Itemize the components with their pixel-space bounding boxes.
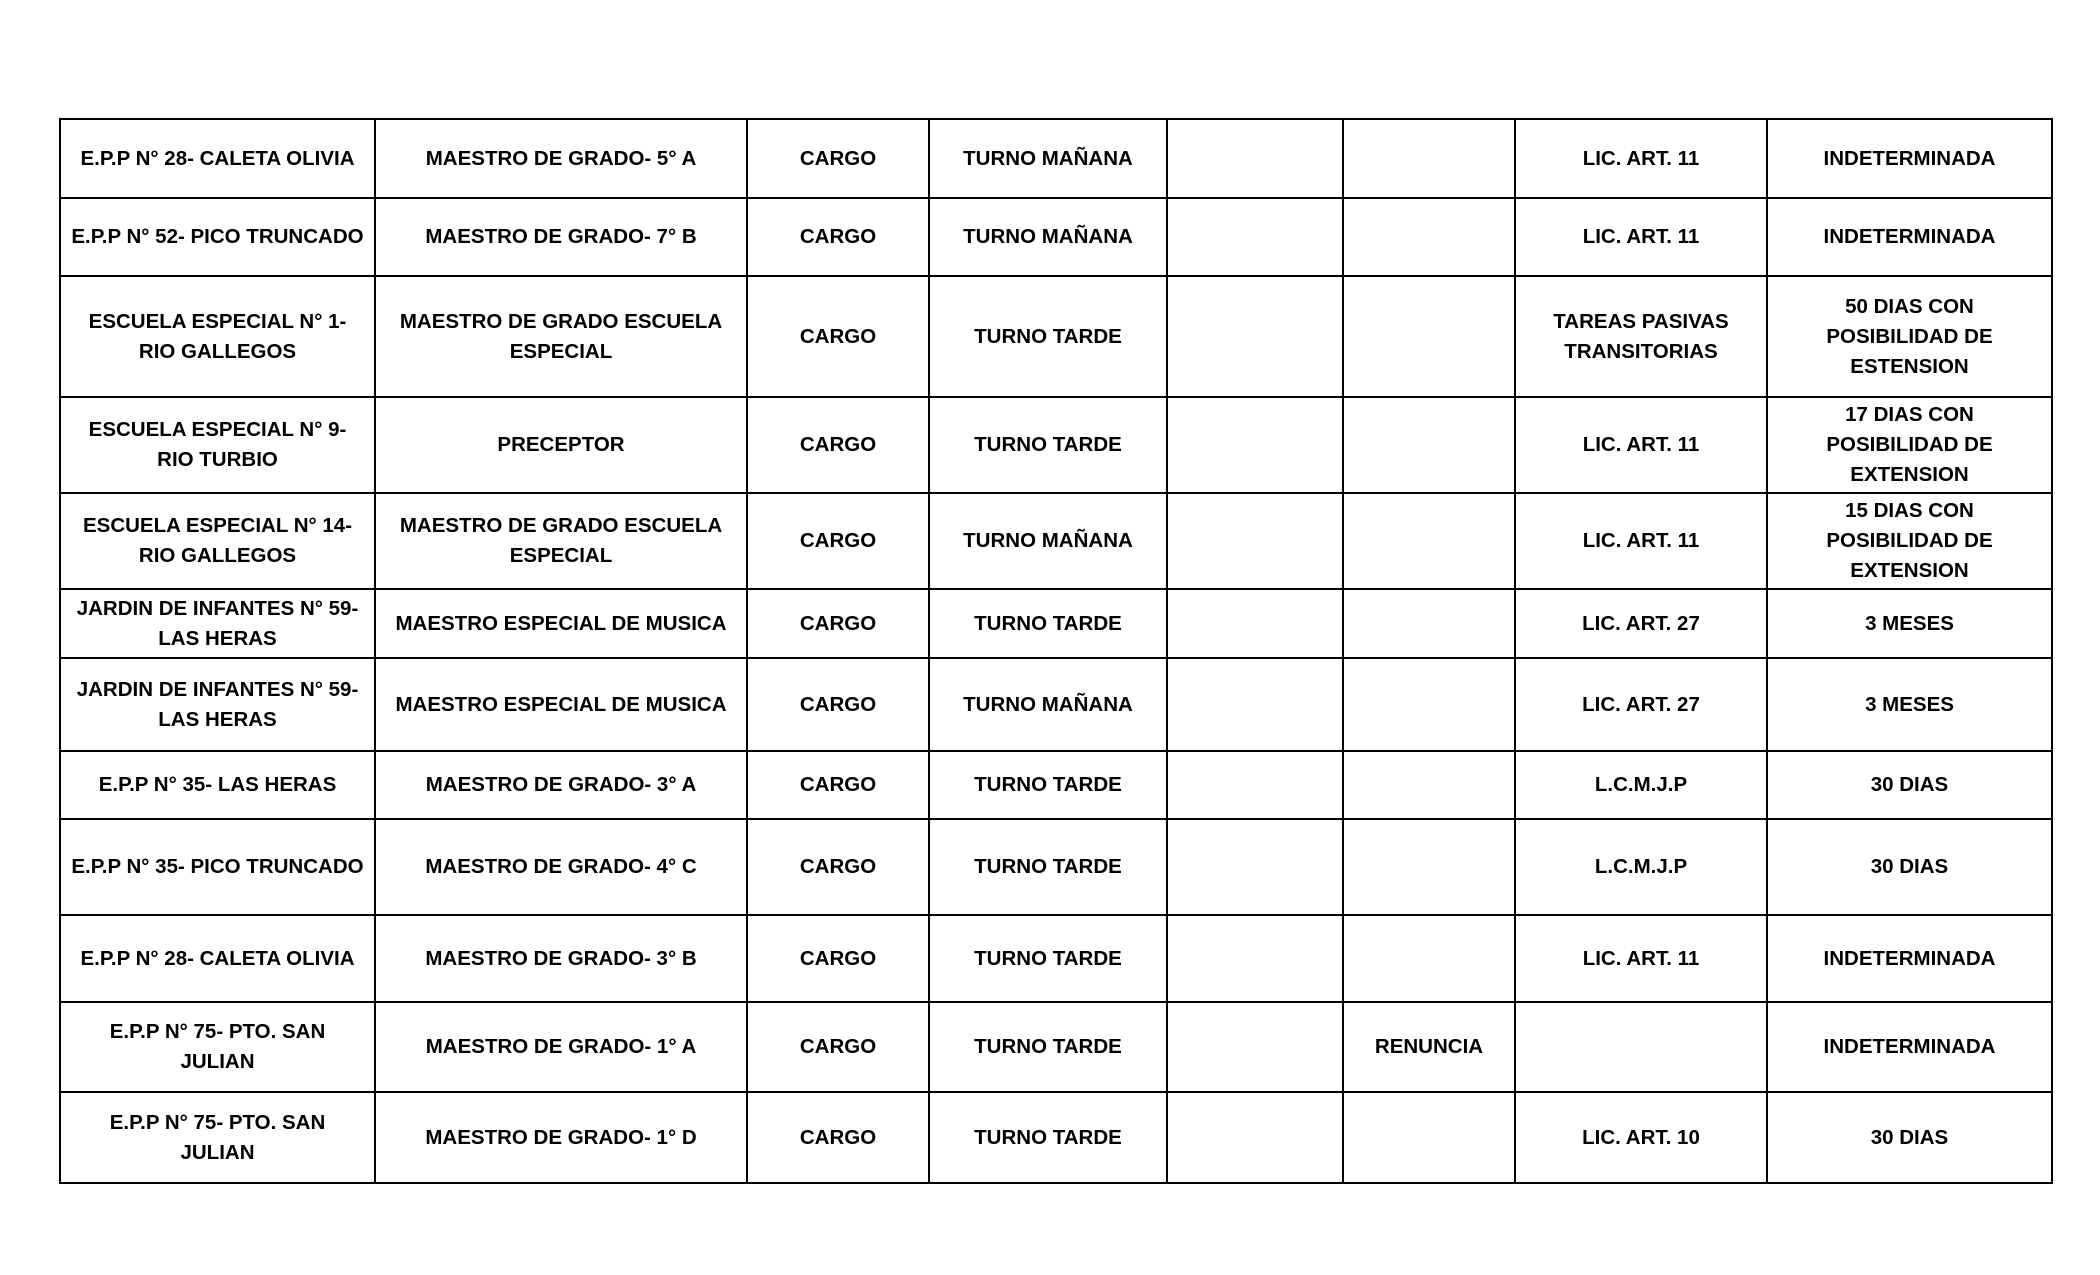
duration-cell: 30 DIAS (1767, 751, 2052, 819)
school-cell: E.P.P N° 75- PTO. SAN JULIAN (60, 1002, 375, 1092)
note-cell (1343, 915, 1515, 1002)
reason-cell: LIC. ART. 11 (1515, 119, 1767, 198)
shift-cell: TURNO MAÑANA (929, 658, 1167, 751)
position-cell: MAESTRO DE GRADO- 4° C (375, 819, 747, 915)
note-cell (1343, 658, 1515, 751)
shift-cell: TURNO TARDE (929, 397, 1167, 493)
reason-cell: LIC. ART. 11 (1515, 198, 1767, 276)
table-row (60, 658, 2052, 751)
blank-cell (1167, 589, 1343, 658)
type-cell: CARGO (747, 198, 929, 276)
shift-cell: TURNO MAÑANA (929, 119, 1167, 198)
type-cell: CARGO (747, 658, 929, 751)
position-cell: MAESTRO DE GRADO ESCUELA ESPECIAL (375, 276, 747, 397)
note-cell (1343, 819, 1515, 915)
shift-cell: TURNO TARDE (929, 1002, 1167, 1092)
duration-cell: 3 MESES (1767, 658, 2052, 751)
school-cell: E.P.P N° 28- CALETA OLIVIA (60, 119, 375, 198)
shift-cell: TURNO TARDE (929, 276, 1167, 397)
table-body (60, 119, 2052, 1183)
reason-cell: L.C.M.J.P (1515, 751, 1767, 819)
school-cell: E.P.P N° 75- PTO. SAN JULIAN (60, 1092, 375, 1183)
shift-cell: TURNO MAÑANA (929, 493, 1167, 589)
reason-cell: LIC. ART. 27 (1515, 658, 1767, 751)
school-cell: E.P.P N° 35- LAS HERAS (60, 751, 375, 819)
note-cell (1343, 198, 1515, 276)
reason-cell: LIC. ART. 27 (1515, 589, 1767, 658)
table-row (60, 751, 2052, 819)
blank-cell (1167, 397, 1343, 493)
shift-cell: TURNO TARDE (929, 1092, 1167, 1183)
blank-cell (1167, 493, 1343, 589)
position-cell: MAESTRO DE GRADO ESCUELA ESPECIAL (375, 493, 747, 589)
table-row (60, 198, 2052, 276)
shift-cell: TURNO TARDE (929, 915, 1167, 1002)
reason-cell: TAREAS PASIVAS TRANSITORIAS (1515, 276, 1767, 397)
school-cell: E.P.P N° 52- PICO TRUNCADO (60, 198, 375, 276)
table-row (60, 276, 2052, 397)
blank-cell (1167, 915, 1343, 1002)
type-cell: CARGO (747, 1002, 929, 1092)
note-cell (1343, 119, 1515, 198)
duration-cell: INDETERMINADA (1767, 198, 2052, 276)
note-cell (1343, 1092, 1515, 1183)
school-cell: E.P.P N° 35- PICO TRUNCADO (60, 819, 375, 915)
note-cell (1343, 276, 1515, 397)
duration-cell: INDETERMINADA (1767, 915, 2052, 1002)
blank-cell (1167, 819, 1343, 915)
type-cell: CARGO (747, 751, 929, 819)
type-cell: CARGO (747, 1092, 929, 1183)
reason-cell (1515, 1002, 1767, 1092)
duration-cell: 50 DIAS CON POSIBILIDAD DE ESTENSION (1767, 276, 2052, 397)
table-row (60, 589, 2052, 658)
position-cell: MAESTRO DE GRADO- 3° B (375, 915, 747, 1002)
duration-cell: INDETERMINADA (1767, 1002, 2052, 1092)
type-cell: CARGO (747, 493, 929, 589)
table-row (60, 1092, 2052, 1183)
note-cell (1343, 397, 1515, 493)
shift-cell: TURNO MAÑANA (929, 198, 1167, 276)
school-cell: JARDIN DE INFANTES N° 59- LAS HERAS (60, 658, 375, 751)
blank-cell (1167, 751, 1343, 819)
type-cell: CARGO (747, 589, 929, 658)
table-row (60, 119, 2052, 198)
position-cell: MAESTRO DE GRADO- 3° A (375, 751, 747, 819)
school-cell: ESCUELA ESPECIAL N° 1- RIO GALLEGOS (60, 276, 375, 397)
position-cell: MAESTRO DE GRADO- 1° D (375, 1092, 747, 1183)
blank-cell (1167, 276, 1343, 397)
shift-cell: TURNO TARDE (929, 589, 1167, 658)
table-row (60, 915, 2052, 1002)
vacancies-table (59, 118, 2053, 1184)
duration-cell: 17 DIAS CON POSIBILIDAD DE EXTENSION (1767, 397, 2052, 493)
position-cell: MAESTRO ESPECIAL DE MUSICA (375, 658, 747, 751)
school-cell: E.P.P N° 28- CALETA OLIVIA (60, 915, 375, 1002)
table-row (60, 493, 2052, 589)
reason-cell: LIC. ART. 11 (1515, 915, 1767, 1002)
position-cell: PRECEPTOR (375, 397, 747, 493)
shift-cell: TURNO TARDE (929, 819, 1167, 915)
note-cell (1343, 589, 1515, 658)
duration-cell: 15 DIAS CON POSIBILIDAD DE EXTENSION (1767, 493, 2052, 589)
type-cell: CARGO (747, 915, 929, 1002)
blank-cell (1167, 1092, 1343, 1183)
note-cell (1343, 751, 1515, 819)
reason-cell: LIC. ART. 11 (1515, 397, 1767, 493)
type-cell: CARGO (747, 397, 929, 493)
blank-cell (1167, 1002, 1343, 1092)
reason-cell: L.C.M.J.P (1515, 819, 1767, 915)
table-row (60, 1002, 2052, 1092)
note-cell (1343, 493, 1515, 589)
type-cell: CARGO (747, 119, 929, 198)
school-cell: ESCUELA ESPECIAL N° 9- RIO TURBIO (60, 397, 375, 493)
table-row (60, 397, 2052, 493)
type-cell: CARGO (747, 819, 929, 915)
blank-cell (1167, 119, 1343, 198)
school-cell: JARDIN DE INFANTES N° 59- LAS HERAS (60, 589, 375, 658)
position-cell: MAESTRO DE GRADO- 1° A (375, 1002, 747, 1092)
reason-cell: LIC. ART. 10 (1515, 1092, 1767, 1183)
duration-cell: 30 DIAS (1767, 819, 2052, 915)
position-cell: MAESTRO DE GRADO- 5° A (375, 119, 747, 198)
duration-cell: INDETERMINADA (1767, 119, 2052, 198)
reason-cell: LIC. ART. 11 (1515, 493, 1767, 589)
position-cell: MAESTRO DE GRADO- 7° B (375, 198, 747, 276)
duration-cell: 30 DIAS (1767, 1092, 2052, 1183)
blank-cell (1167, 658, 1343, 751)
duration-cell: 3 MESES (1767, 589, 2052, 658)
school-cell: ESCUELA ESPECIAL N° 14- RIO GALLEGOS (60, 493, 375, 589)
table-row (60, 819, 2052, 915)
note-cell: RENUNCIA (1343, 1002, 1515, 1092)
shift-cell: TURNO TARDE (929, 751, 1167, 819)
position-cell: MAESTRO ESPECIAL DE MUSICA (375, 589, 747, 658)
blank-cell (1167, 198, 1343, 276)
type-cell: CARGO (747, 276, 929, 397)
